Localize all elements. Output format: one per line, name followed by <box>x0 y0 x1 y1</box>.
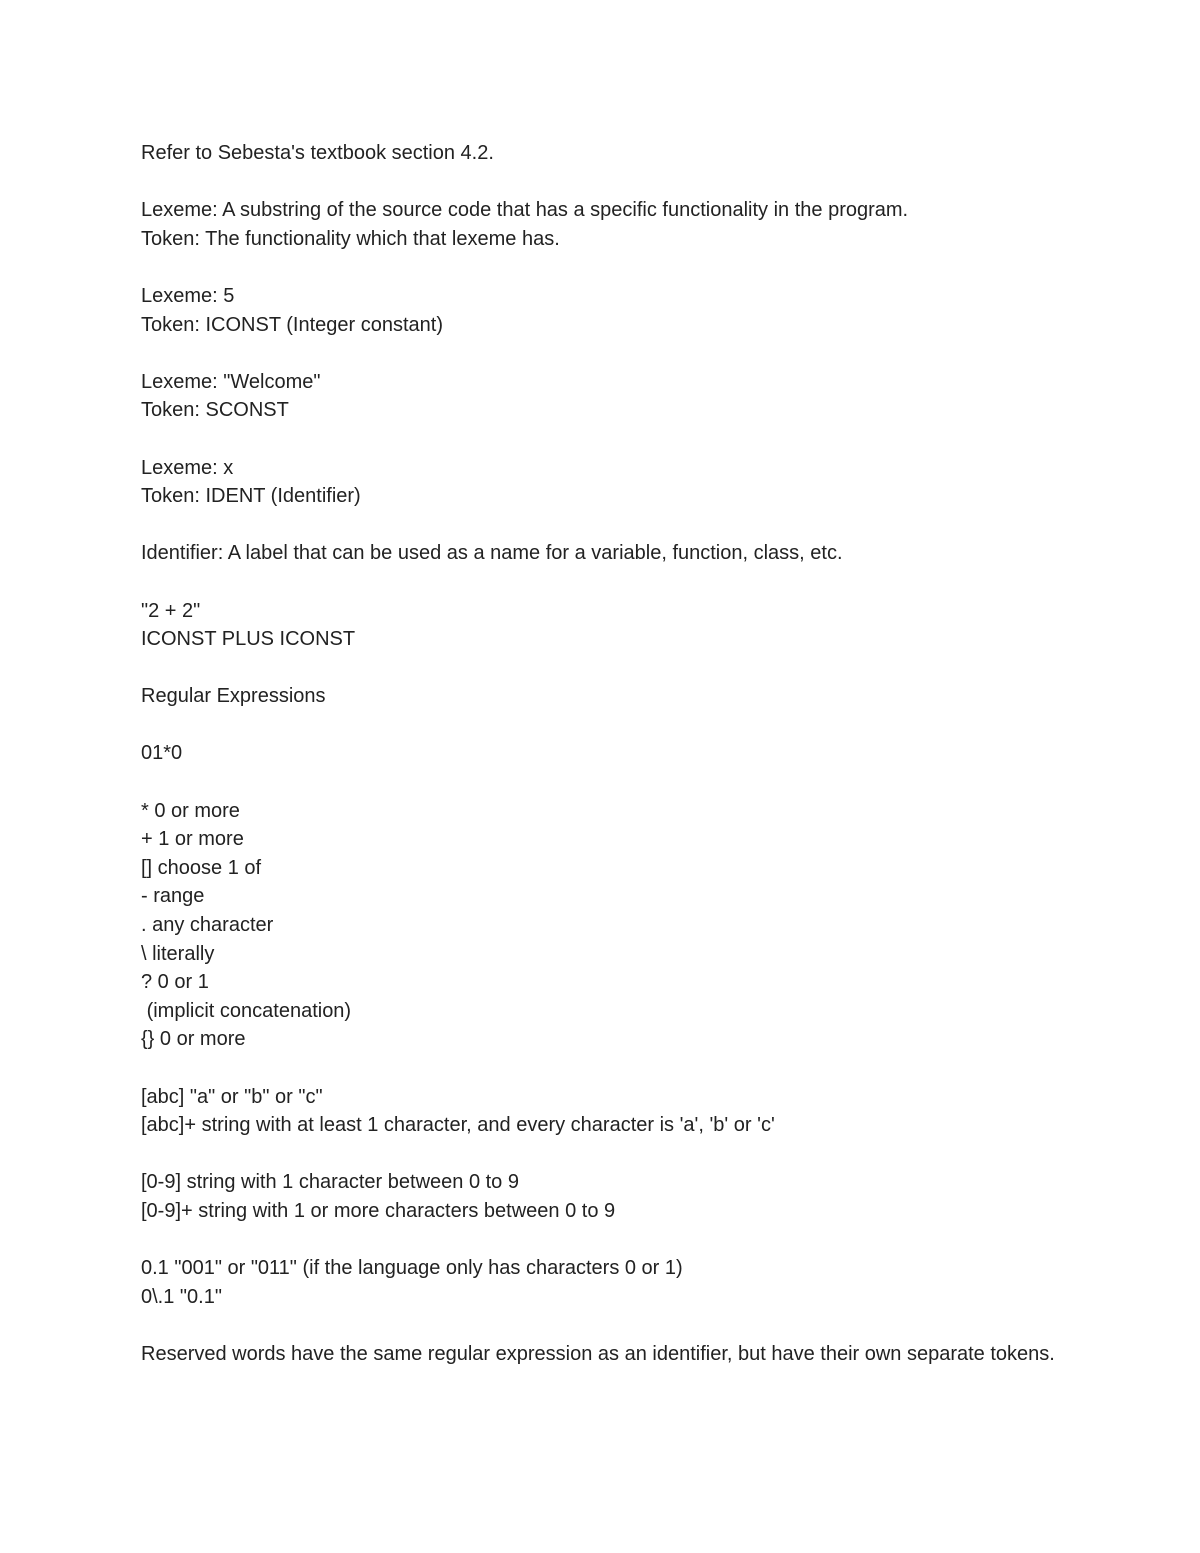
text-line: 0\.1 "0.1" <box>141 1285 222 1308</box>
blank-line <box>141 1311 1071 1340</box>
blank-line <box>141 339 1071 368</box>
text-line: Token: The functionality which that lexeme has. <box>141 227 560 250</box>
text-line: [abc] "a" or "b" or "c" <box>141 1085 323 1108</box>
blank-line <box>141 1140 1071 1169</box>
text-line: Token: ICONST (Integer constant) <box>141 313 443 336</box>
text-line: "2 + 2" <box>141 599 201 622</box>
text-line: . any character <box>141 914 274 937</box>
text-line: ? 0 or 1 <box>141 971 209 994</box>
blank-line <box>141 425 1071 454</box>
text-line: 01*0 <box>141 742 183 765</box>
blank-line <box>141 253 1071 282</box>
text-line: {} 0 or more <box>141 1028 246 1051</box>
blank-line <box>141 654 1071 683</box>
text-line: [0-9]+ string with 1 or more characters between 0 to 9 <box>141 1199 616 1222</box>
text-line: ICONST PLUS ICONST <box>141 628 356 651</box>
blank-line <box>141 711 1071 740</box>
text-line: Token: SCONST <box>141 399 289 422</box>
text-line: Lexeme: A substring of the source code that has a specific functionality in the program. <box>141 199 909 222</box>
blank-line <box>141 1226 1071 1255</box>
text-line: [] choose 1 of <box>141 856 262 879</box>
text-line: Lexeme: "Welcome" <box>141 370 321 393</box>
text-line: Reserved words have the same regular expression as an identifier, but have their own separate tokens. <box>141 1342 1055 1365</box>
text-line: Lexeme: 5 <box>141 284 235 307</box>
text-line: [abc]+ string with at least 1 character, and every character is 'a', 'b' or 'c' <box>141 1114 775 1137</box>
text-line: Token: IDENT (Identifier) <box>141 485 361 508</box>
text-line: \ literally <box>141 942 215 965</box>
blank-line <box>141 568 1071 597</box>
text-line: Lexeme: x <box>141 456 234 479</box>
document-body <box>141 139 1071 1369</box>
text-line: * 0 or more <box>141 799 240 822</box>
text-line: Identifier: A label that can be used as a name for a variable, function, class, etc. <box>141 542 843 565</box>
text-line: [0-9] string with 1 character between 0 to 9 <box>141 1171 519 1194</box>
text-line: (implicit concatenation) <box>141 999 352 1022</box>
blank-line <box>141 1054 1071 1083</box>
text-line: 0.1 "001" or "011" (if the language only has characters 0 or 1) <box>141 1257 683 1280</box>
section-heading: Regular Expressions <box>141 685 326 708</box>
blank-line <box>141 511 1071 540</box>
blank-line <box>141 768 1071 797</box>
text-line: + 1 or more <box>141 828 244 851</box>
text-line: - range <box>141 885 205 908</box>
text-line: Refer to Sebesta's textbook section 4.2. <box>141 142 494 164</box>
blank-line <box>141 168 1071 197</box>
